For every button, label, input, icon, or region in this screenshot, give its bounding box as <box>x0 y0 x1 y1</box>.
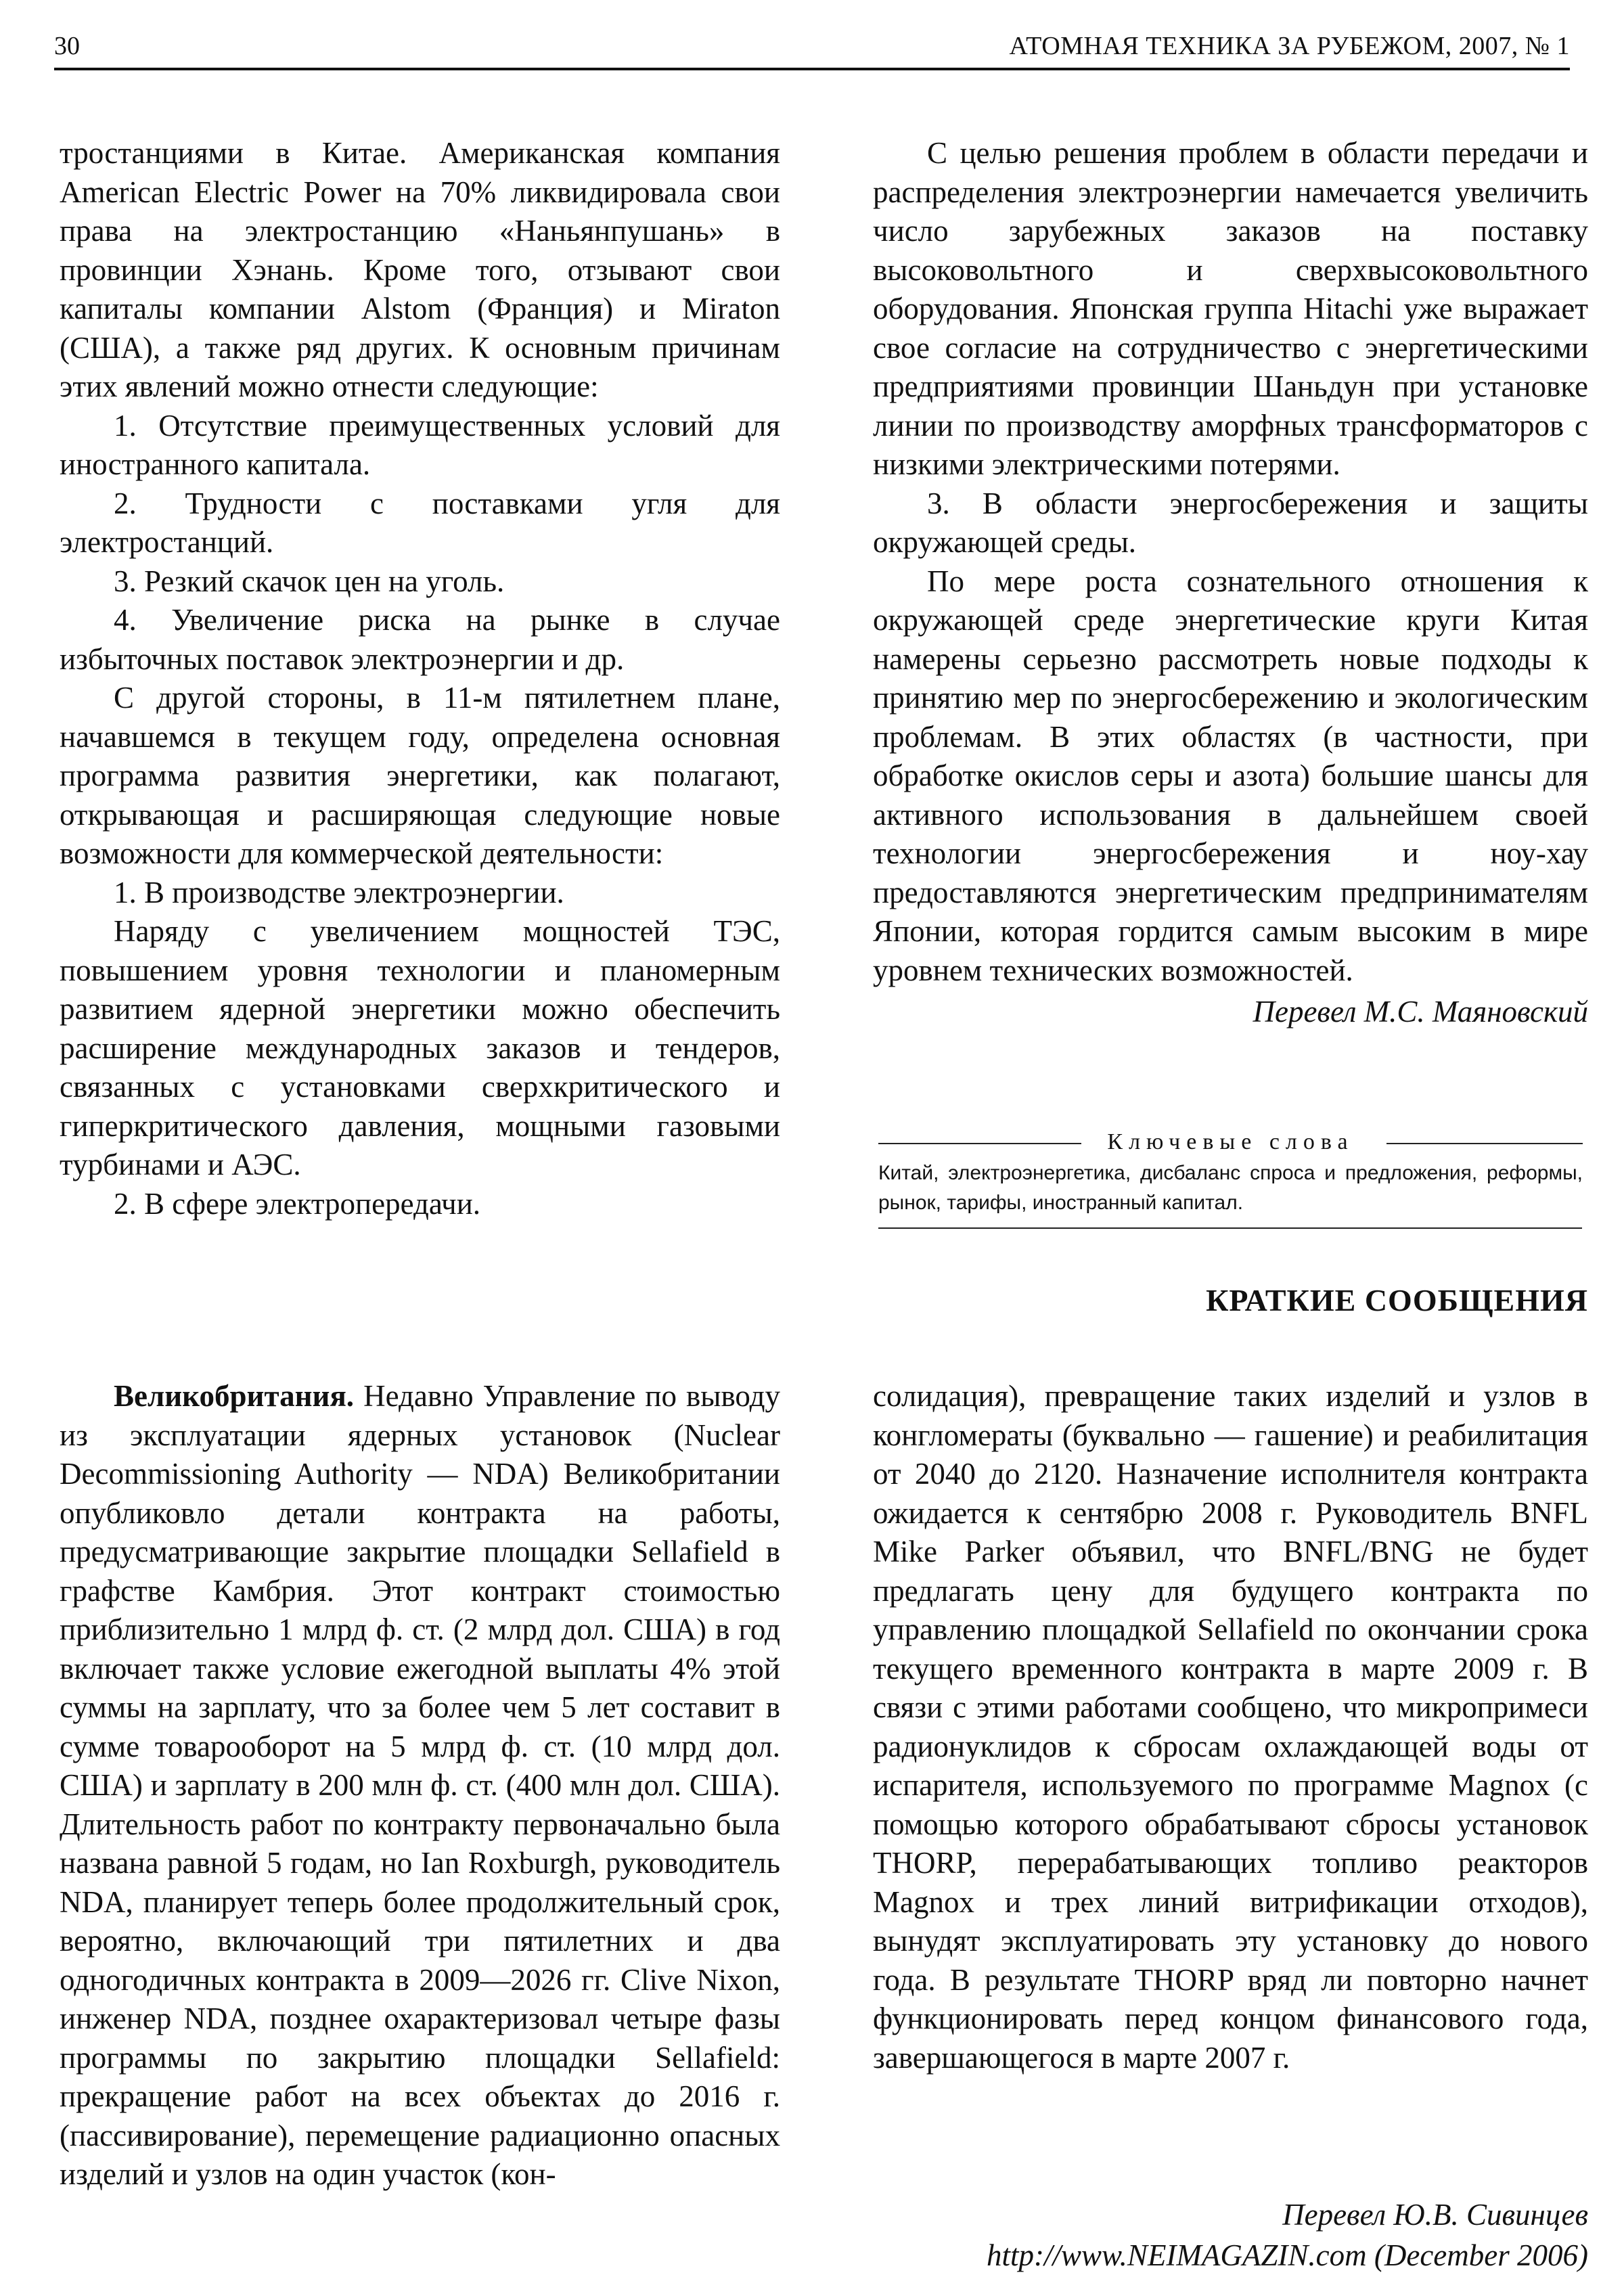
keywords-text: Китай, электроэнергетика, дисбаланс спроса и предложения, реформы, рынок, тарифы, иностранный капитал. <box>878 1162 1583 1214</box>
running-header <box>54 26 1570 70</box>
paragraph: 1. В производстве электроэнергии. <box>114 875 564 909</box>
news-column-left <box>60 1377 780 2194</box>
news-text: Недавно Управление по выводу из эксплуатации ядерных установок (Nuclear Decommissioning Authority — NDA) Великобритании опубликовло детали контракта на работы, предусматривающие закрытие площадки Sellafield в графстве Камбрия. Этот контракт стоимостью приблизительно 1 млрд ф. ст. (2 млрд дол. США) в год включает также условие ежегодной выплаты 4% этой суммы на зарплату, что за более чем 5 лет составит в сумме товарооборот на 5 млрд ф. ст. (10 млрд дол. США) и зарплату в 200 млн ф. ст. (400 млн дол. США). Длительность работ по контракту первоначально была названа равной 5 годам, но Ian Roxburgh, руководитель NDA, планирует теперь более продолжительный срок, вероятно, включающий три пятилетних и два одногодичных контракта в 2009—2026 гг. Clive Nixon, инженер NDA, позднее охарактеризовал четыре фазы программы по закрытию площадки Sellafield: прекращение работ на всех объектах до 2016 г. (пассивирование), перемещение радиационно опасных изделий и узлов на один участок (кон- <box>60 1379 780 2191</box>
section-title: КРАТКИЕ СООБЩЕНИЯ <box>1206 1283 1588 1317</box>
paragraph: 3. В области энергосбережения и защиты окружающей среды. <box>873 486 1588 559</box>
paragraph: Наряду с увеличением мощностей ТЭС, повышением уровня технологии и планомерным развитием ядерной энергетики можно обеспечить расширение международных заказов и тендеров, связанных с установками сверхкритического и гиперкритического давления, мощными газовыми турбинами и АЭС. <box>60 914 780 1181</box>
paragraph: тростанциями в Китае. Американская компания American Electric Power на 70% ликвидировала свои права на электростанцию «Наньянпушань» в провинции Хэнань. Кроме того, отзывают свои капиталы компании Alstom (Франция) и Miraton (США), а также ряд других. К основным причинам этих явлений можно отнести следующие: <box>60 136 780 403</box>
paragraph <box>60 1377 780 2194</box>
paragraph: 1. Отсутствие преимущественных условий для иностранного капитала. <box>60 408 780 481</box>
paragraph: С другой стороны, в 11-м пятилетнем плане, начавшемся в текущем году, определена основная программа развития энергетики, как полагают, открывающая и расширяющая следующие новые возможности для коммерческой деятельности: <box>60 681 780 870</box>
paragraph: солидация), превращение таких изделий и узлов в конгломераты (буквально — гашение) и реабилитация от 2040 до 2120. Назначение исполнителя контракта ожидается к сентябрю 2008 г. Руководитель BNFL Mike Parker объявил, что BNFL/BNG не будет предлагать цену для будущего контракта по управлению площадкой Sellafield по окончании срока текущего временного контракта в марте 2009 г. В связи с этими работами сообщено, что микропримеси радионуклидов к сбросам охлаждающей воды от испарителя, используемого по программе Magnox (с помощью которого обрабатывают сбросы установок THORP, перерабатывающих топливо реакторов Magnox и трех линий витрификации отходов), вынудят эксплуатировать эту установку до нового года. В результате THORP вряд ли повторно начнет функционировать перед концом финансового года, завершающегося в марте 2007 г. <box>873 1379 1588 2075</box>
paragraph: 4. Увеличение риска на рынке в случае избыточных поставок электроэнергии и др. <box>60 603 780 676</box>
news-column-right <box>873 1377 1588 2077</box>
paragraph: 3. Резкий скачок цен на уголь. <box>114 564 505 598</box>
paragraph: 2. Трудности с поставками угля для электростанций. <box>60 486 780 559</box>
article-column-top-left <box>60 134 780 1223</box>
article-column-top-right <box>873 134 1588 1032</box>
keywords-rule-right <box>1386 1143 1583 1144</box>
keywords-title: Ключевые слова <box>1107 1129 1354 1154</box>
journal-title: АТОМНАЯ ТЕХНИКА ЗА РУБЕЖОМ, 2007, № 1 <box>1009 32 1570 60</box>
translator-credit: Перевел Ю.В. Сивинцев <box>1282 2198 1588 2232</box>
translator-credit: Перевел М.С. Маяновский <box>1253 995 1588 1029</box>
source-link[interactable]: http://www.NEIMAGAZIN.com (December 2006) <box>986 2238 1588 2272</box>
keywords-box <box>873 1129 1588 1229</box>
paragraph: По мере роста сознательного отношения к окружающей среде энергетические круги Китая намерены серьезно рассмотреть новые подходы к принятию мер по энергосбережению и экологическим проблемам. В этих областях (в частности, при обработке окислов серы и азота) большие шансы для активного использования в дальнейшем своей технологии энергосбережения и ноу-хау предоставляются энергетическим предпринимателям Японии, которая гордится самым высоким в мире уровнем технических возможностей. <box>873 564 1588 987</box>
country-lead: Великобритания. <box>114 1379 355 1413</box>
paragraph: С целью решения проблем в области передачи и распределения электроэнергии намечается увеличить число зарубежных заказов на поставку высоковольтного и сверхвысоковольтного оборудования. Японская группа Hitachi уже выражает свое согласие на сотрудничество с энергетическими предприятиями провинции Шаньдун при установке линии по производству аморфных трансформаторов с низкими электрическими потерями. <box>873 136 1588 481</box>
paragraph: 2. В сфере электропередачи. <box>114 1186 481 1221</box>
keywords-bottom-rule <box>878 1227 1582 1229</box>
header-rule <box>54 68 1570 70</box>
page-number: 30 <box>54 32 80 60</box>
keywords-header <box>873 1129 1588 1156</box>
